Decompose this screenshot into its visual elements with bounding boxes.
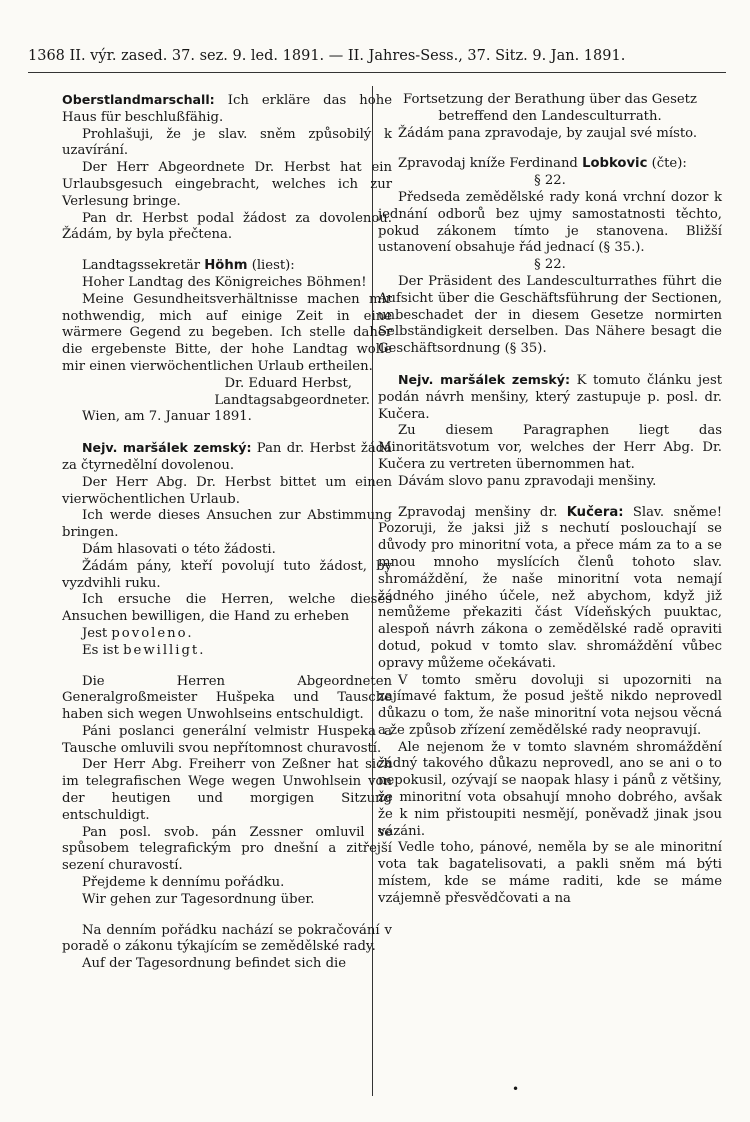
paragraph: Ich ersuche die Herren, welche dieses Ansuchen bewilligen, die Hand zu erheben xyxy=(62,592,392,625)
paragraph: Auf der Tagesordnung befindet sich die xyxy=(82,956,347,972)
paragraph: Wir gehen zur Tagesordnung über. xyxy=(82,891,315,907)
page-header: 1368 II. výr. zased. 37. sez. 9. led. 1891. — II. Jahres-Sess., 37. Sitz. 9. Jan. 1891. xyxy=(28,48,626,64)
paragraph: Die Herren Abgeordneten Generalgroßmeister Hušpeka und Tausche haben sich wegen Unwohlseins entschuldigt. xyxy=(62,673,392,723)
paragraph: Vedle toho, pánové, neměla by se ale minoritní vota tak bagatelisovati, a pakli sněm má býti místem, kde se máme raditi, kde se máme vzájemně přesvědčovati a na xyxy=(378,840,722,906)
text: Jest xyxy=(82,625,112,641)
speaker-name: Nejv. maršálek zemský: xyxy=(398,371,571,387)
paragraph: Der Herr Abgeordnete Dr. Herbst hat ein Urlaubsgesuch eingebracht, welches ich zur Verlesung bringe. xyxy=(62,160,392,209)
paragraph xyxy=(378,156,722,173)
paragraph: Der Herr Abg. Dr. Herbst bittet um einen vierwöchentlichen Urlaub. xyxy=(62,474,392,507)
signature-title: Landtagsabgeordneter. xyxy=(214,392,370,408)
role-label: Zpravodaj menšiny dr. xyxy=(398,504,567,520)
paragraph xyxy=(378,372,722,423)
section-number: § 22. xyxy=(534,173,566,189)
paragraph: Předseda zemědělské rady koná vrchní dozor k jednání odborů bez ujmy samostatnosti těchto, pokud zákonem tímto je stanovena. Bližší ustanovení obsahuje řád jednací (§ 35.). xyxy=(378,189,722,256)
signature-name: Dr. Eduard Herbst, xyxy=(224,375,352,391)
paragraph: Na denním pořádku nachází se pokračování v poradě o zákonu týkajícím se zemědělské rady. xyxy=(62,922,392,955)
speaker-name: Nejv. maršálek zemský: xyxy=(82,440,252,456)
paragraph xyxy=(62,258,392,275)
speaker-name: Kučera: xyxy=(566,504,624,520)
paragraph: Der Herr Abg. Freiherr von Zeßner hat sich im telegrafischen Wege wegen Unwohlsein von der heutigen und morgigen Sitzung entschuldigt. xyxy=(62,757,392,823)
page-mark: • xyxy=(512,1082,520,1096)
section-number: § 22. xyxy=(534,257,566,273)
role-label: Landtagssekretär xyxy=(82,258,205,274)
paragraph: Prohlašuji, že je slav. sněm způsobilý k uzavírání. xyxy=(62,126,392,159)
speech-text: Pan dr. Herbst žádá za čtyrnedělní dovolenou. xyxy=(62,441,392,473)
paragraph xyxy=(62,643,392,660)
paragraph: Meine Gesundheitsverhältnisse machen mir nothwendig, mich auf einige Zeit in eine wärmere Gegend zu begeben. Ich stelle daher die ergebenste Bitte, der hohe Landtag wolle mir einen vierwöchentlichen Urlaub ertheilen. xyxy=(62,291,392,374)
speaker-name: Oberstlandmarschall: xyxy=(62,92,215,107)
left-column xyxy=(62,92,392,973)
paragraph xyxy=(62,626,392,643)
paragraph: Fortsetzung der Berathung über das Gesetz betreffend den Landesculturrath. xyxy=(403,92,697,124)
role-label: Zpravodaj kníže Ferdinand xyxy=(398,156,583,172)
right-column xyxy=(378,92,722,908)
spaced-word: povoleno. xyxy=(111,625,194,641)
role-tail: (čte): xyxy=(647,156,687,172)
paragraph xyxy=(378,505,722,673)
paragraph: Pan dr. Herbst podal žádost za dovolenou. Žádám, by byla přečtena. xyxy=(62,210,392,243)
paragraph: Dávám slovo panu zpravodaji menšiny. xyxy=(398,473,657,489)
paragraph: Ale nejenom že v tomto slavném shromáždění žádný takového důkazu neprovedl, ano se ani o to nepokusil, ozývají se naopak hlasy i pánů z většiny, že minoritní vota obsahují mnoho dobrého, avšak že k nim přistoupiti nesmějí, poněvadž jinak jsou vázáni. xyxy=(378,739,722,839)
paragraph: Žádám pana zpravodaje, by zaujal své místo. xyxy=(398,125,698,141)
speech-text: Ich erkläre das hohe Haus für beschlußfähig. xyxy=(62,93,392,125)
paragraph: Zu diesem Paragraphen liegt das Minoritätsvotum vor, welches der Herr Abg. Dr. Kučera zu vertreten übernommen hat. xyxy=(378,423,722,472)
speaker-name: Lobkovic xyxy=(582,156,648,172)
text: Es ist xyxy=(82,642,124,658)
header-rule xyxy=(28,72,726,73)
paragraph: Páni poslanci generální velmistr Huspeka a Tausche omluvili svou nepřítomnost churavostí. xyxy=(62,723,392,756)
paragraph: Dám hlasovati o této žádosti. xyxy=(82,541,276,557)
spaced-word: bewilligt. xyxy=(123,642,206,658)
speech-text: K tomuto článku jest podán návrh menšiny, který zastupuje p. posl. dr. Kučera. xyxy=(378,372,723,422)
paragraph: Pan posl. svob. pán Zessner omluvil se spůsobem telegrafickým pro dnešní a zitřejší sezení churavostí. xyxy=(62,824,392,874)
speech-text: Slav. sněme! Pozoruji, že jaksi již s nechutí poslouchají se důvody pro minoritní vota, a přece mám za to a se mnou mnoho myslících členů tohoto slav. shromáždění, že naše minoritní vota nemají žádného jiného účele, než abychom, když již nemůžeme překaziti část Vídeňských puuktac, alespoň návrh zákona o zemědělské radě opraviti dotud, pokud v tomto slav. shromáždění vůbec opravy můžeme očekávati. xyxy=(378,504,722,671)
paragraph: Přejdeme k dennímu pořádku. xyxy=(82,875,285,891)
paragraph: Ich werde dieses Ansuchen zur Abstimmung bringen. xyxy=(62,508,392,541)
letter-date: Wien, am 7. Januar 1891. xyxy=(82,409,252,425)
speaker-name: Höhm xyxy=(204,258,248,274)
paragraph: V tomto směru dovoluji si upozorniti na zajímavé faktum, že posud ještě nikdo neprovedl důkazu o tom, že naše minoritní vota nejsou věcná a že způsob zřízení zemědělské rady neopravují. xyxy=(378,672,722,738)
paragraph: Žádám pány, kteří povolují tuto žádost, by vyzdvihli ruku. xyxy=(62,558,392,591)
paragraph xyxy=(62,92,392,127)
paragraph: Der Präsident des Landesculturrathes führt die Aufsicht über die Geschäftsführung der Sectionen, unbeschadet der in diesem Gesetze normirten Selbständigkeit derselben. Das Nähere besagt die Geschäftsordnung (§ 35). xyxy=(378,273,722,357)
paragraph: Hoher Landtag des Königreiches Böhmen! xyxy=(82,274,367,290)
paragraph xyxy=(62,440,392,475)
role-tail: (liest): xyxy=(247,258,295,274)
